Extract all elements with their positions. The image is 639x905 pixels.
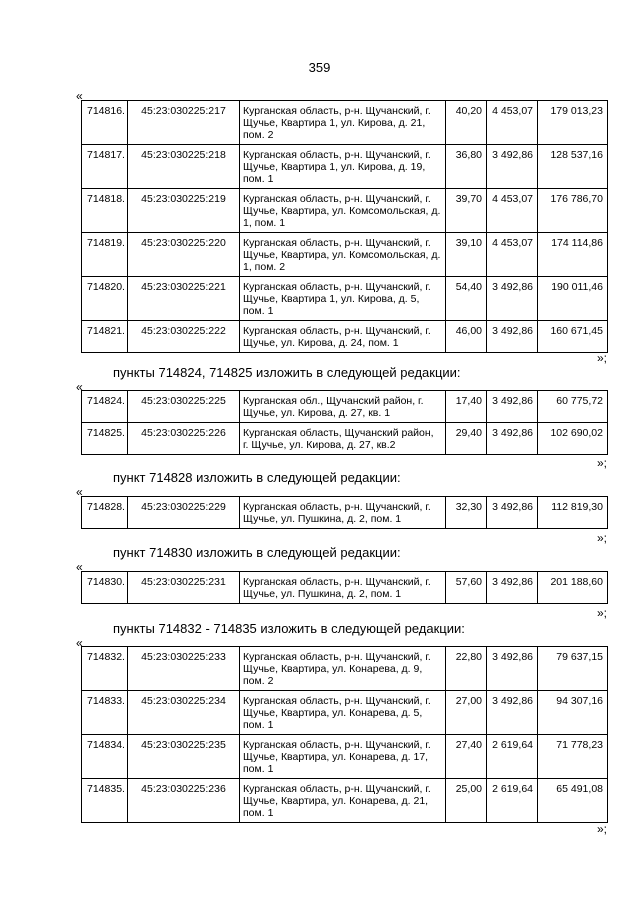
item-number-cell: 714830. bbox=[82, 572, 128, 604]
total-value-cell: 94 307,16 bbox=[538, 691, 608, 735]
address-cell: Курганская область, р-н. Щучанский, г. Щучье, ул. Пушкина, д. 2, пом. 1 bbox=[240, 572, 446, 604]
table-row bbox=[82, 572, 608, 604]
table-row bbox=[82, 691, 608, 735]
item-number-cell: 714824. bbox=[82, 391, 128, 423]
address-cell: Курганская область, р-н. Щучанский, г. Щучье, ул. Пушкина, д. 2, пом. 1 bbox=[240, 497, 446, 529]
area-cell: 29,40 bbox=[446, 423, 487, 455]
total-value-cell: 79 637,15 bbox=[538, 647, 608, 691]
property-table bbox=[81, 571, 608, 604]
address-cell: Курганская область, Щучанский район, г. Щучье, ул. Кирова, д. 27, кв.2 bbox=[240, 423, 446, 455]
table-body bbox=[82, 391, 608, 455]
unit-price-cell: 4 453,07 bbox=[487, 189, 538, 233]
close-quote: »; bbox=[597, 351, 608, 365]
unit-price-cell: 2 619,64 bbox=[487, 779, 538, 823]
table-row bbox=[82, 145, 608, 189]
property-table bbox=[81, 390, 608, 455]
area-cell: 39,10 bbox=[446, 233, 487, 277]
cadastral-number-cell: 45:23:030225:233 bbox=[128, 647, 240, 691]
table-body bbox=[82, 647, 608, 823]
address-cell: Курганская область, р-н. Щучанский, г. Щучье, Квартира, ул. Конарева, д. 9, пом. 2 bbox=[240, 647, 446, 691]
address-cell: Курганская область, р-н. Щучанский, г. Щучье, Квартира, ул. Конарева, д. 21, пом. 1 bbox=[240, 779, 446, 823]
cadastral-number-cell: 45:23:030225:217 bbox=[128, 101, 240, 145]
cadastral-number-cell: 45:23:030225:225 bbox=[128, 391, 240, 423]
total-value-cell: 60 775,72 bbox=[538, 391, 608, 423]
total-value-cell: 201 188,60 bbox=[538, 572, 608, 604]
total-value-cell: 179 013,23 bbox=[538, 101, 608, 145]
item-number-cell: 714828. bbox=[82, 497, 128, 529]
item-number-cell: 714821. bbox=[82, 321, 128, 353]
table-row bbox=[82, 423, 608, 455]
unit-price-cell: 3 492,86 bbox=[487, 277, 538, 321]
item-number-cell: 714834. bbox=[82, 735, 128, 779]
area-cell: 54,40 bbox=[446, 277, 487, 321]
cadastral-number-cell: 45:23:030225:235 bbox=[128, 735, 240, 779]
address-cell: Курганская область, р-н. Щучанский, г. Щучье, Квартира, ул. Конарева, д. 17, пом. 1 bbox=[240, 735, 446, 779]
address-cell: Курганская обл., Щучанский район, г. Щучье, ул. Кирова, д. 27, кв. 1 bbox=[240, 391, 446, 423]
address-cell: Курганская область, р-н. Щучанский, г. Щучье, Квартира, ул. Комсомольская, д. 1, пом. 1 bbox=[240, 189, 446, 233]
table-row bbox=[82, 233, 608, 277]
open-quote: « bbox=[76, 89, 83, 103]
unit-price-cell: 3 492,86 bbox=[487, 145, 538, 189]
open-quote: « bbox=[76, 560, 83, 574]
table-row bbox=[82, 647, 608, 691]
cadastral-number-cell: 45:23:030225:219 bbox=[128, 189, 240, 233]
total-value-cell: 112 819,30 bbox=[538, 497, 608, 529]
area-cell: 46,00 bbox=[446, 321, 487, 353]
table-row bbox=[82, 101, 608, 145]
unit-price-cell: 3 492,86 bbox=[487, 423, 538, 455]
area-cell: 25,00 bbox=[446, 779, 487, 823]
section-intro: пункты 714824, 714825 изложить в следующей редакции: bbox=[113, 365, 461, 380]
table-row bbox=[82, 735, 608, 779]
total-value-cell: 65 491,08 bbox=[538, 779, 608, 823]
item-number-cell: 714819. bbox=[82, 233, 128, 277]
address-cell: Курганская область, р-н. Щучанский, г. Щучье, ул. Кирова, д. 24, пом. 1 bbox=[240, 321, 446, 353]
cadastral-number-cell: 45:23:030225:218 bbox=[128, 145, 240, 189]
unit-price-cell: 3 492,86 bbox=[487, 391, 538, 423]
close-quote: »; bbox=[597, 531, 608, 545]
total-value-cell: 102 690,02 bbox=[538, 423, 608, 455]
cadastral-number-cell: 45:23:030225:221 bbox=[128, 277, 240, 321]
item-number-cell: 714835. bbox=[82, 779, 128, 823]
table-row bbox=[82, 779, 608, 823]
section-intro: пункт 714828 изложить в следующей редакции: bbox=[113, 470, 401, 485]
close-quote: »; bbox=[597, 606, 608, 620]
property-table bbox=[81, 496, 608, 529]
property-table bbox=[81, 646, 608, 823]
close-quote: »; bbox=[597, 456, 608, 470]
item-number-cell: 714817. bbox=[82, 145, 128, 189]
total-value-cell: 128 537,16 bbox=[538, 145, 608, 189]
unit-price-cell: 3 492,86 bbox=[487, 321, 538, 353]
total-value-cell: 176 786,70 bbox=[538, 189, 608, 233]
page-number: 359 bbox=[308, 60, 331, 75]
area-cell: 32,30 bbox=[446, 497, 487, 529]
table-row bbox=[82, 321, 608, 353]
area-cell: 40,20 bbox=[446, 101, 487, 145]
item-number-cell: 714818. bbox=[82, 189, 128, 233]
area-cell: 27,40 bbox=[446, 735, 487, 779]
item-number-cell: 714816. bbox=[82, 101, 128, 145]
item-number-cell: 714820. bbox=[82, 277, 128, 321]
area-cell: 36,80 bbox=[446, 145, 487, 189]
cadastral-number-cell: 45:23:030225:222 bbox=[128, 321, 240, 353]
table-row bbox=[82, 497, 608, 529]
unit-price-cell: 2 619,64 bbox=[487, 735, 538, 779]
table-body bbox=[82, 497, 608, 529]
cadastral-number-cell: 45:23:030225:229 bbox=[128, 497, 240, 529]
cadastral-number-cell: 45:23:030225:231 bbox=[128, 572, 240, 604]
table-row bbox=[82, 391, 608, 423]
total-value-cell: 190 011,46 bbox=[538, 277, 608, 321]
total-value-cell: 71 778,23 bbox=[538, 735, 608, 779]
open-quote: « bbox=[76, 636, 83, 650]
unit-price-cell: 3 492,86 bbox=[487, 572, 538, 604]
cadastral-number-cell: 45:23:030225:226 bbox=[128, 423, 240, 455]
address-cell: Курганская область, р-н. Щучанский, г. Щучье, Квартира 1, ул. Кирова, д. 5, пом. 1 bbox=[240, 277, 446, 321]
total-value-cell: 174 114,86 bbox=[538, 233, 608, 277]
cadastral-number-cell: 45:23:030225:220 bbox=[128, 233, 240, 277]
unit-price-cell: 3 492,86 bbox=[487, 691, 538, 735]
section-intro: пункты 714832 - 714835 изложить в следующей редакции: bbox=[113, 621, 465, 636]
open-quote: « bbox=[76, 485, 83, 499]
area-cell: 39,70 bbox=[446, 189, 487, 233]
area-cell: 27,00 bbox=[446, 691, 487, 735]
unit-price-cell: 4 453,07 bbox=[487, 233, 538, 277]
close-quote: »; bbox=[597, 822, 608, 836]
address-cell: Курганская область, р-н. Щучанский, г. Щучье, Квартира 1, ул. Кирова, д. 21, пом. 2 bbox=[240, 101, 446, 145]
open-quote: « bbox=[76, 380, 83, 394]
item-number-cell: 714825. bbox=[82, 423, 128, 455]
unit-price-cell: 3 492,86 bbox=[487, 647, 538, 691]
unit-price-cell: 3 492,86 bbox=[487, 497, 538, 529]
address-cell: Курганская область, р-н. Щучанский, г. Щучье, Квартира 1, ул. Кирова, д. 19, пом. 1 bbox=[240, 145, 446, 189]
item-number-cell: 714832. bbox=[82, 647, 128, 691]
unit-price-cell: 4 453,07 bbox=[487, 101, 538, 145]
table-row bbox=[82, 189, 608, 233]
table-row bbox=[82, 277, 608, 321]
cadastral-number-cell: 45:23:030225:236 bbox=[128, 779, 240, 823]
item-number-cell: 714833. bbox=[82, 691, 128, 735]
area-cell: 22,80 bbox=[446, 647, 487, 691]
table-body bbox=[82, 572, 608, 604]
address-cell: Курганская область, р-н. Щучанский, г. Щучье, Квартира, ул. Комсомольская, д. 1, пом. 2 bbox=[240, 233, 446, 277]
cadastral-number-cell: 45:23:030225:234 bbox=[128, 691, 240, 735]
address-cell: Курганская область, р-н. Щучанский, г. Щучье, Квартира, ул. Конарева, д. 5, пом. 1 bbox=[240, 691, 446, 735]
total-value-cell: 160 671,45 bbox=[538, 321, 608, 353]
area-cell: 57,60 bbox=[446, 572, 487, 604]
section-intro: пункт 714830 изложить в следующей редакции: bbox=[113, 545, 401, 560]
area-cell: 17,40 bbox=[446, 391, 487, 423]
property-table bbox=[81, 100, 608, 353]
table-body bbox=[82, 101, 608, 353]
